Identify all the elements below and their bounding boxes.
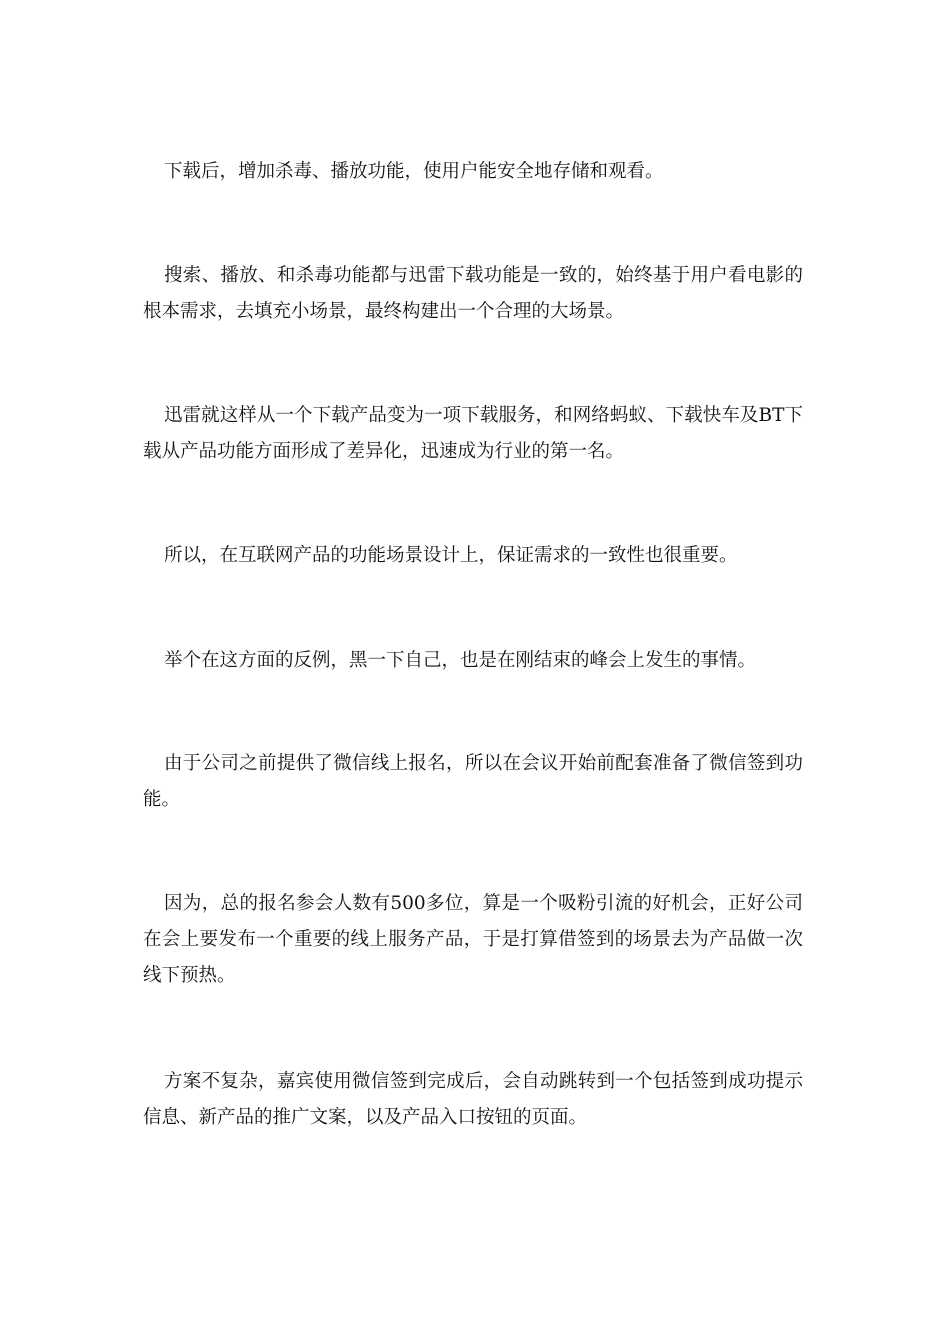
paragraph-6: 由于公司之前提供了微信线上报名，所以在会议开始前配套准备了微信签到功能。 xyxy=(143,753,803,810)
paragraph-4: 所以，在互联网产品的功能场景设计上，保证需求的一致性也很重要。 xyxy=(164,545,738,566)
paragraph-8: 方案不复杂，嘉宾使用微信签到完成后，会自动跳转到一个包括签到成功提示信息、新产品的推广文案，以及产品入口按钮的页面。 xyxy=(143,1071,803,1128)
paragraph-5: 举个在这方面的反例，黑一下自己，也是在刚结束的峰会上发生的事情。 xyxy=(164,650,757,671)
paragraph-7: 因为，总的报名参会人数有500多位，算是一个吸粉引流的好机会，正好公司在会上要发布一个重要的线上服务产品，于是打算借签到的场景去为产品做一次线下预热。 xyxy=(143,893,803,986)
paragraph-2: 搜索、播放、和杀毒功能都与迅雷下载功能是一致的，始终基于用户看电影的根本需求，去填充小场景，最终构建出一个合理的大场景。 xyxy=(143,265,803,322)
paragraph-3: 迅雷就这样从一个下载产品变为一项下载服务，和网络蚂蚁、下载快车及BT下载从产品功能方面形成了差异化，迅速成为行业的第一名。 xyxy=(143,405,803,462)
paragraph-1: 下载后，增加杀毒、播放功能，使用户能安全地存储和观看。 xyxy=(164,161,664,182)
